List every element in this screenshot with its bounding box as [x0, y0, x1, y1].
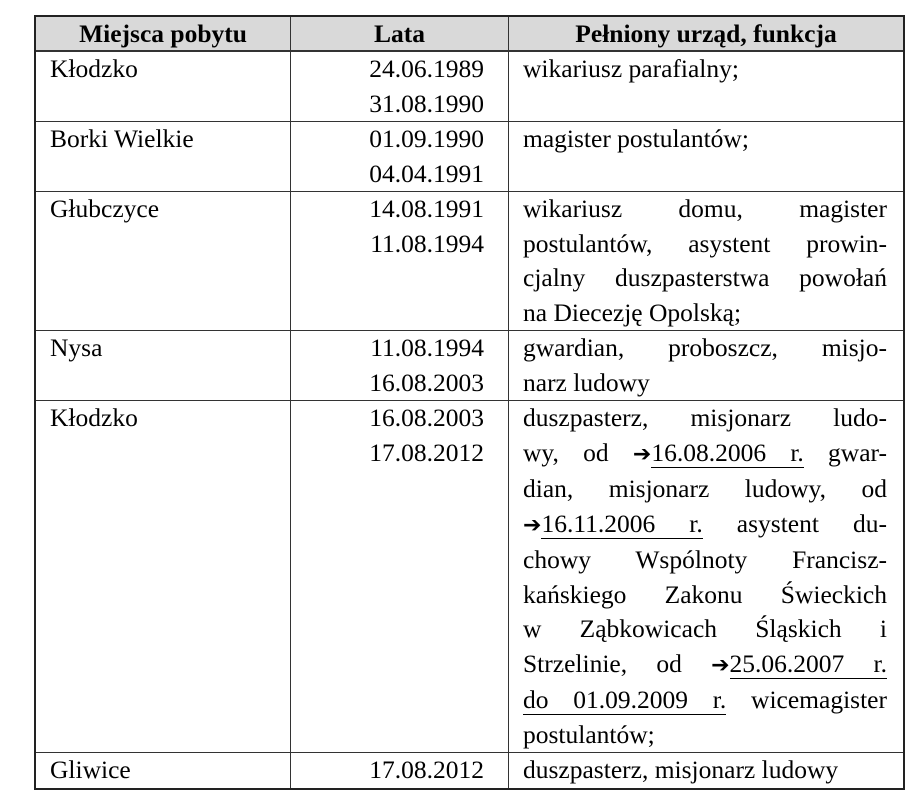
- function-line: [523, 647, 887, 684]
- function-line: postulantów, asystent prowin-: [523, 228, 887, 258]
- table-row: [36, 400, 903, 752]
- function-line: gwardian, proboszcz, misjo-: [523, 333, 887, 362]
- table-row: [36, 330, 903, 400]
- function-line: wikariusz domu, magister: [523, 194, 887, 223]
- function-line: kańskiego Zakonu Świeckich: [523, 579, 887, 609]
- function-text: gwar-: [828, 437, 888, 467]
- date-link[interactable]: 16.08.2006 r.: [651, 437, 804, 467]
- date-to: 16.08.2003: [369, 367, 484, 397]
- header-years: Lata: [290, 17, 508, 50]
- function-text: wicemagister: [751, 685, 887, 714]
- function-text: wy, od: [523, 437, 609, 467]
- years-cell: [290, 52, 508, 121]
- years-cell: [290, 192, 508, 330]
- function-line: na Diecezję Opolską;: [523, 297, 742, 327]
- function-line: [523, 436, 887, 473]
- place-cell: Borki Wielkie: [50, 124, 194, 153]
- years-cell: [290, 122, 508, 191]
- date-from: 11.08.1994: [370, 333, 484, 362]
- function-line: [523, 683, 887, 718]
- place-cell: Nysa: [50, 333, 103, 362]
- function-line: dian, misjonarz ludowy, od: [523, 474, 887, 503]
- arrow-right-icon: ➔: [711, 652, 730, 678]
- date-from: 24.06.1989: [369, 54, 484, 83]
- date-link[interactable]: 16.11.2006 r.: [541, 508, 703, 538]
- table-header-row: [36, 17, 903, 51]
- date-to: 04.04.1991: [369, 158, 484, 188]
- function-line: magister postulantów;: [523, 124, 749, 153]
- function-line: w Ząbkowicach Śląskich i: [523, 614, 887, 643]
- place-cell: Kłodzko: [50, 54, 138, 83]
- table-row: [36, 121, 903, 191]
- function-cell: [508, 192, 903, 330]
- date-from: 17.08.2012: [369, 755, 484, 784]
- header-place: Miejsca pobytu: [36, 17, 290, 50]
- function-line: chowy Wspólnoty Francisz-: [523, 545, 887, 574]
- date-link[interactable]: do 01.09.2009 r.: [523, 685, 727, 714]
- place-cell: Gliwice: [50, 755, 131, 784]
- date-link[interactable]: 25.06.2007 r.: [729, 648, 887, 678]
- function-line: postulantów;: [523, 719, 655, 749]
- table-row: [36, 752, 903, 788]
- date-from: 14.08.1991: [369, 194, 484, 223]
- years-cell: [290, 753, 508, 788]
- header-function: Pełniony urząd, funkcja: [508, 17, 903, 50]
- function-text: asystent du-: [736, 508, 887, 538]
- place-cell: Głubczyce: [50, 194, 160, 223]
- function-line: duszpasterz, misjonarz ludowy: [523, 755, 839, 784]
- date-to: 17.08.2012: [369, 437, 484, 467]
- function-cell: [508, 52, 903, 121]
- date-to: 11.08.1994: [370, 228, 484, 258]
- years-cell: [290, 331, 508, 400]
- function-cell: [508, 401, 903, 752]
- function-cell: [508, 122, 903, 191]
- function-line: cjalny duszpasterstwa powołań: [523, 263, 887, 292]
- place-cell: Kłodzko: [50, 403, 138, 432]
- table-row: [36, 51, 903, 121]
- function-line: wikariusz parafialny;: [523, 54, 739, 83]
- assignments-table: [34, 15, 905, 790]
- date-from: 16.08.2003: [369, 403, 484, 432]
- function-text: Strzelinie, od: [523, 648, 682, 678]
- arrow-right-icon: ➔: [523, 512, 542, 538]
- function-cell: [508, 753, 903, 788]
- date-from: 01.09.1990: [369, 124, 484, 153]
- function-line: duszpasterz, misjonarz ludo-: [523, 403, 887, 432]
- arrow-right-icon: ➔: [632, 441, 652, 467]
- years-cell: [290, 401, 508, 752]
- function-line: narz ludowy: [523, 367, 650, 397]
- function-line: [523, 507, 887, 544]
- table-row: [36, 191, 903, 330]
- date-to: 31.08.1990: [369, 88, 484, 118]
- function-cell: [508, 331, 903, 400]
